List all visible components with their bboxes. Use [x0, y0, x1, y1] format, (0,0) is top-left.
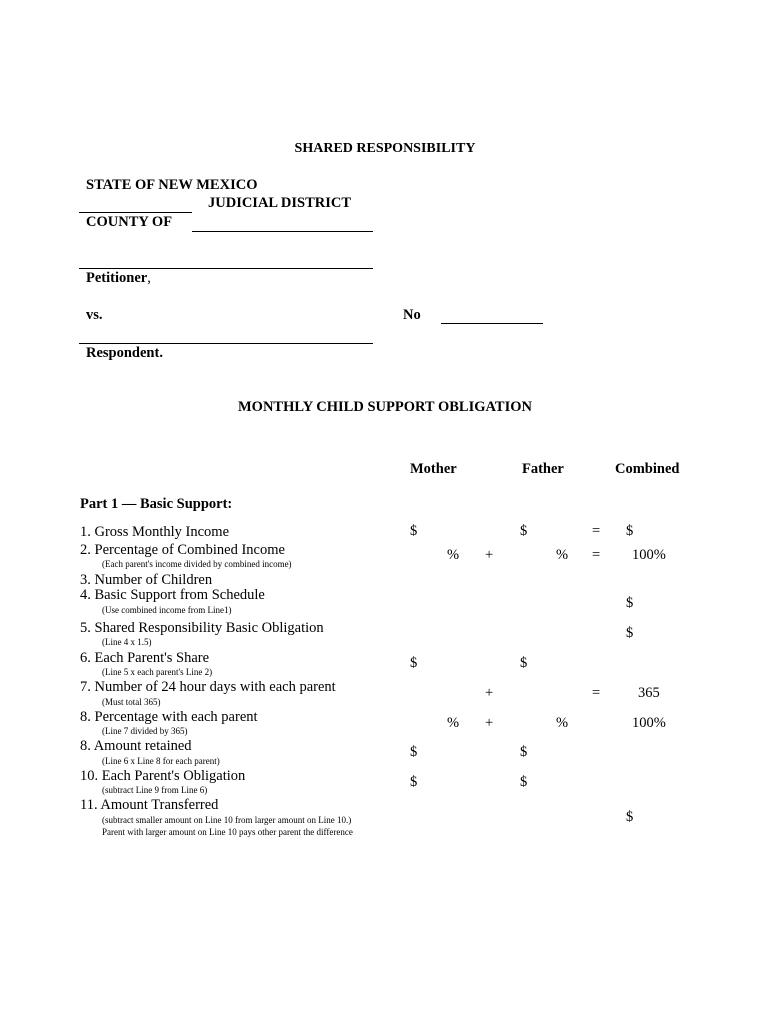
line-11-note-2: Parent with larger amount on Line 10 pays other parent the difference [102, 827, 353, 837]
petitioner-comma: , [147, 270, 151, 286]
petitioner-text: Petitioner [86, 270, 148, 286]
line-2-equals: = [592, 547, 601, 563]
line-6-mother-dollar: $ [410, 655, 418, 671]
district-heading: JUDICIAL DISTRICT [208, 195, 352, 211]
line-2-father-percent: % [556, 547, 569, 563]
state-heading: STATE OF NEW MEXICO [86, 177, 258, 193]
section-title: MONTHLY CHILD SUPPORT OBLIGATION [238, 399, 532, 415]
line-11-note: (subtract smaller amount on Line 10 from larger amount on Line 10.) [102, 815, 352, 825]
case-number-blank-line[interactable] [441, 323, 543, 324]
line-4-combined-dollar: $ [626, 595, 634, 611]
line-8-label: 8. Percentage with each parent [80, 709, 258, 725]
line-2-plus: + [485, 547, 494, 563]
line-4-note: (Use combined income from Line1) [102, 605, 232, 615]
line-8-plus: + [485, 715, 494, 731]
line-5-label: 5. Shared Responsibility Basic Obligation [80, 620, 324, 636]
line-1-combined-dollar: $ [626, 523, 634, 539]
county-blank-line[interactable] [192, 231, 373, 232]
line-8-note: (Line 7 divided by 365) [102, 726, 188, 736]
respondent-blank-line[interactable] [79, 343, 373, 344]
column-father: Father [522, 461, 564, 477]
line-11-label: 11. Amount Transferred [80, 797, 219, 813]
line-5-note: (Line 4 x 1.5) [102, 637, 152, 647]
line-10-father-dollar: $ [520, 774, 528, 790]
line-9-mother-dollar: $ [410, 744, 418, 760]
line-7-equals: = [592, 685, 601, 701]
line-7-plus: + [485, 685, 494, 701]
line-2-label: 2. Percentage of Combined Income [80, 542, 285, 558]
line-9-note: (Line 6 x Line 8 for each parent) [102, 756, 220, 766]
line-5-combined-dollar: $ [626, 625, 634, 641]
district-blank-line[interactable] [79, 212, 192, 213]
line-9-father-dollar: $ [520, 744, 528, 760]
line-4-label: 4. Basic Support from Schedule [80, 587, 265, 603]
line-1-mother-dollar: $ [410, 523, 418, 539]
line-9-label: 8. Amount retained [80, 738, 192, 754]
line-2-combined-total: 100% [632, 547, 666, 563]
line-8-combined-total: 100% [632, 715, 666, 731]
line-10-label: 10. Each Parent's Obligation [80, 768, 246, 784]
part-title: Part 1 — Basic Support: [80, 496, 233, 512]
line-11-combined-dollar: $ [626, 809, 634, 825]
line-10-mother-dollar: $ [410, 774, 418, 790]
line-2-note: (Each parent's income divided by combined income) [102, 559, 292, 569]
petitioner-label [86, 270, 151, 287]
line-3-label: 3. Number of Children [80, 572, 213, 588]
line-7-combined-total: 365 [638, 685, 660, 701]
versus-label: vs. [86, 307, 103, 323]
case-number-label: No [403, 307, 421, 323]
document-title: SHARED RESPONSIBILITY [294, 141, 476, 156]
line-7-label: 7. Number of 24 hour days with each parent [80, 679, 336, 695]
county-heading: COUNTY OF [86, 214, 173, 230]
petitioner-blank-line[interactable] [79, 268, 373, 269]
column-combined: Combined [615, 461, 680, 477]
line-6-father-dollar: $ [520, 655, 528, 671]
line-1-father-dollar: $ [520, 523, 528, 539]
column-mother: Mother [410, 461, 457, 477]
line-7-note: (Must total 365) [102, 697, 161, 707]
line-10-note: (subtract Line 9 from Line 6) [102, 785, 208, 795]
line-6-label: 6. Each Parent's Share [80, 650, 210, 666]
respondent-label: Respondent. [86, 345, 163, 361]
line-8-father-percent: % [556, 715, 569, 731]
line-1-label: 1. Gross Monthly Income [80, 524, 230, 540]
line-6-note: (Line 5 x each parent's Line 2) [102, 667, 213, 677]
line-8-mother-percent: % [447, 715, 460, 731]
line-1-equals: = [592, 523, 601, 539]
line-2-mother-percent: % [447, 547, 460, 563]
